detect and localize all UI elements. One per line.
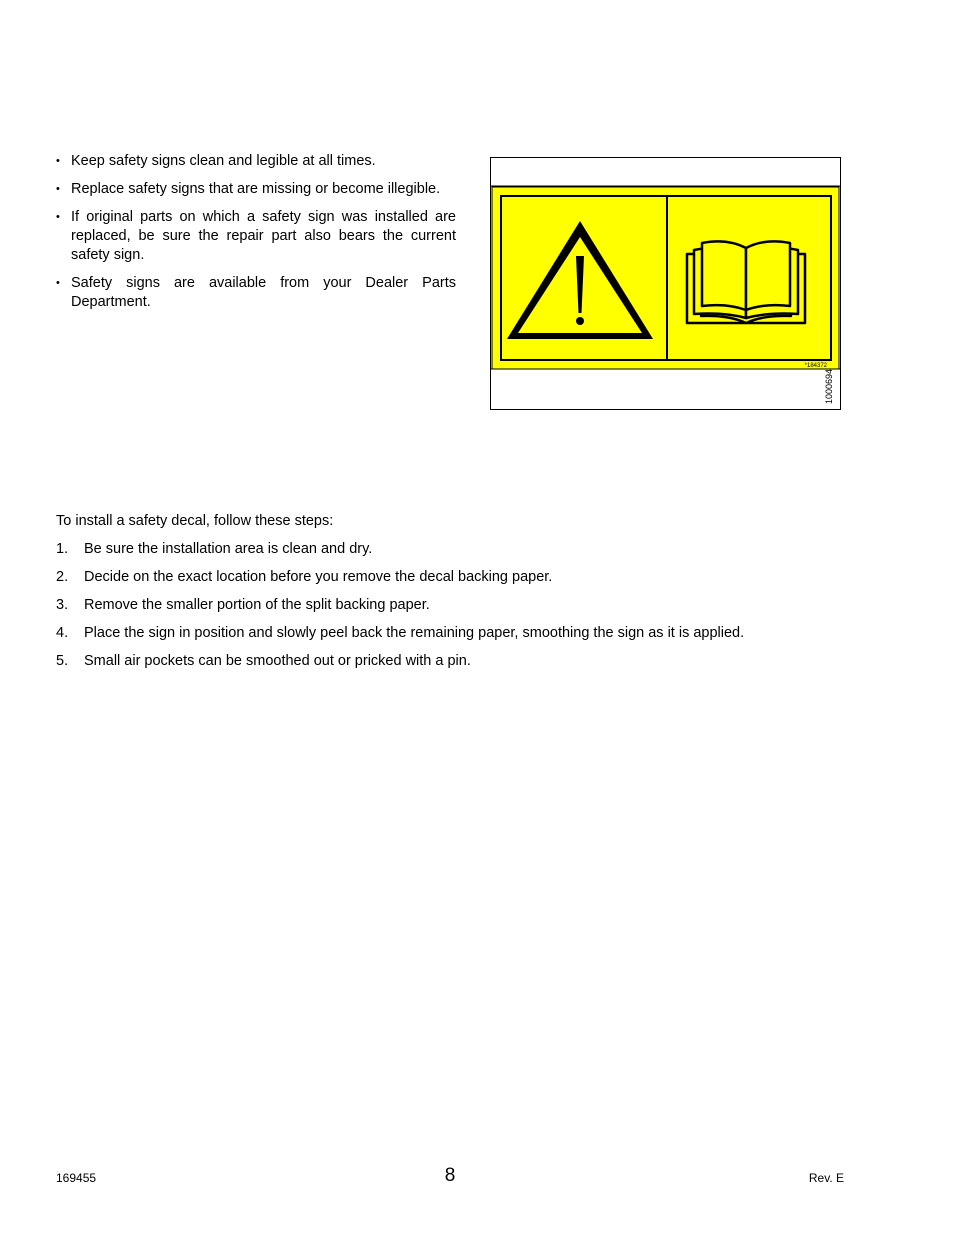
safety-decal-graphic [491, 158, 840, 409]
open-book-icon [687, 241, 805, 323]
install-steps-list [56, 540, 856, 680]
list-item: • Keep safety signs clean and legible at all times. [56, 153, 376, 169]
decal-part-number: *184372 [804, 363, 827, 369]
revision-label: Rev. E [808, 1171, 844, 1185]
safety-sign-bullet-list [56, 152, 456, 321]
list-item: • If original parts on which a safety sign was installed are replaced, be sure the repair part also bears the current safety sign. [56, 209, 456, 263]
safety-decal-figure [490, 157, 841, 410]
list-item: • Replace safety signs that are missing or become illegible. [56, 181, 441, 197]
page-number: 8 [444, 1165, 456, 1186]
list-item: 2. Decide on the exact location before you remove the decal backing paper. [56, 569, 553, 585]
figure-id: 1000694 [824, 368, 834, 404]
document-number: 169455 [56, 1171, 97, 1185]
list-item: 3. Remove the smaller portion of the split backing paper. [56, 597, 430, 613]
install-intro: To install a safety decal, follow these steps: [56, 513, 334, 529]
list-item: 5. Small air pockets can be smoothed out or pricked with a pin. [56, 653, 471, 669]
list-item: 1. Be sure the installation area is clean and dry. [56, 541, 373, 557]
list-item: 4. Place the sign in position and slowly peel back the remaining paper, smoothing the sign as it is applied. [56, 625, 745, 641]
list-item: • Safety signs are available from your Dealer Parts Department. [56, 275, 456, 310]
